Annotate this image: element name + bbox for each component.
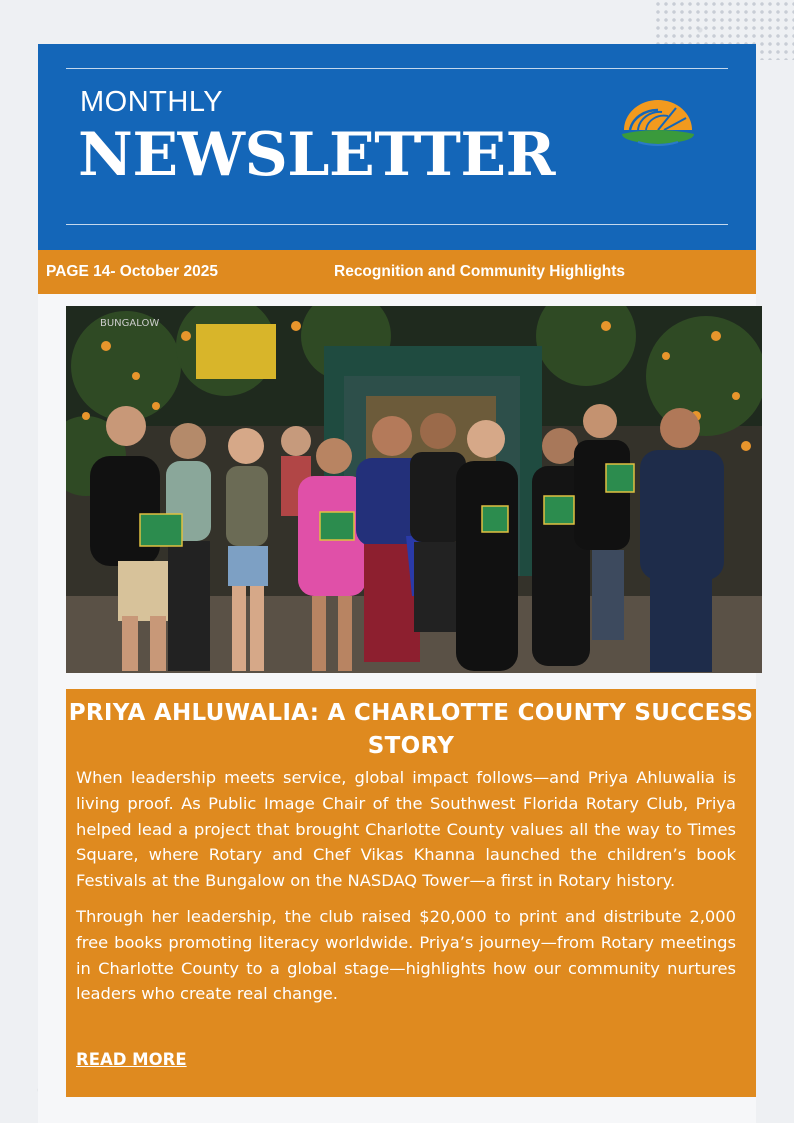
story-paragraph: Through her leadership, the club raised $20,000 to print and distribute 2,000 free books promoting literacy worldwide. Priya’s journey—from Rotary meetings in Charlotte County to a global stage—highlights how our community nurtures leaders who create real change. — [76, 906, 736, 1004]
header-kicker: MONTHLY — [80, 86, 224, 118]
feature-story — [66, 689, 756, 1097]
storefront-sign: BUNGALOW — [100, 318, 160, 329]
read-more-link[interactable]: READ MORE — [76, 1050, 187, 1069]
info-bar — [38, 250, 756, 294]
section-title: Recognition and Community Highlights — [334, 263, 626, 280]
header-bottom-rule — [66, 224, 728, 225]
header-title: NEWSLETTER — [78, 120, 555, 190]
sunrise-logo-icon — [618, 98, 698, 152]
newsletter-header — [38, 44, 756, 250]
story-body — [76, 765, 736, 1017]
story-paragraph: When leadership meets service, global impact follows—and Priya Ahluwalia is living proof. As Public Image Chair of the Southwest Florida Rotary Club, Priya helped lead a project that brought Charlotte County values all the way to Times Square, where Rotary and Chef Vikas Khanna launched the children’s book Festivals at the Bungalow on the NASDAQ Tower—a first in Rotary history. — [76, 768, 736, 891]
page-date-label: PAGE 14- October 2025 — [46, 263, 219, 280]
story-title: PRIYA AHLUWALIA: A CHARLOTTE COUNTY SUCCESS STORY — [68, 700, 754, 759]
group-photo — [66, 306, 762, 673]
header-top-rule — [66, 68, 728, 69]
